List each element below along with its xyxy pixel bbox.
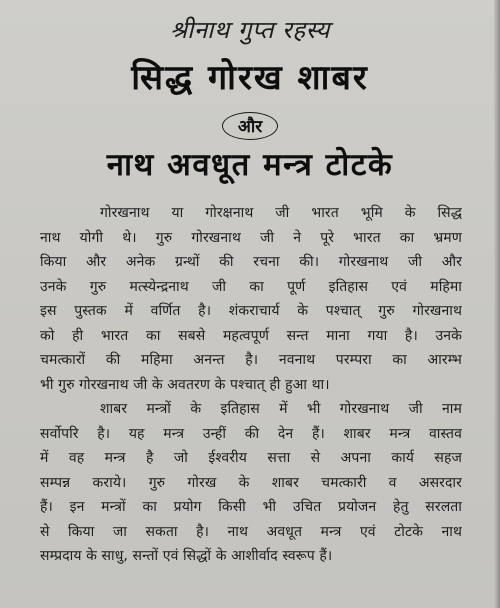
text-line: उनके गुरु मत्स्येन्द्रनाथ जी का पूर्ण इतिहास एवं महिमा [40, 278, 462, 295]
text-line: किया और अनेक ग्रन्थों की रचना की। गोरखनाथ जी और [40, 254, 462, 270]
text-line: सम्पन्न कराये। गुरु गोरख के शाबर चमत्कारी व असरदार [40, 474, 462, 491]
text-line: सर्वोपरि है। यह मन्त्र उन्हीं की देन हैं। शाबर मन्त्र वास्तव [40, 425, 462, 442]
text-line: शाबर मन्त्रों के इतिहास में भी गोरखनाथ जी नाम [100, 401, 462, 417]
description-text [40, 201, 462, 569]
text-line: भी गुरु गोरखनाथ जी के अवतरण के पश्चात् ही हुआ था। [40, 376, 330, 393]
text-line: हैं। इन मन्त्रों का प्रयोग किसी भी उचित प्रयोजन हेतु सरलता [40, 499, 462, 515]
sub-title: नाथ अवधूत मन्त्र टोटके [106, 147, 394, 183]
text-line: में वह मन्त्र है जो ईश्वरीय सत्ता से अपना कार्य सहज [40, 450, 462, 466]
text-line: इस पुस्तक में वर्णित है। शंकराचार्य के पश्चात् गुरु गोरखनाथ [40, 303, 462, 319]
text-line: को ही भारत का सबसे महत्वपूर्ण सन्त माना गया है। उनके [40, 327, 462, 344]
text-line: नाथ योगी थे। गुरु गोरखनाथ जी ने पूरे भारत का भ्रमण [40, 229, 462, 246]
and-separator [0, 112, 500, 146]
text-line: से किया जा सकता है। नाथ अवधूत मन्त्र एवं टोटके नाथ [40, 523, 462, 540]
text-line: सम्प्रदाय के साधु, सन्तों एवं सिद्धों के आशीर्वाद स्वरूप हैं। [40, 548, 333, 564]
series-title: श्रीनाथ गुप्त रहस्य [170, 16, 330, 44]
text-line: गोरखनाथ या गोरक्षनाथ जी भारत भूमि के सिद्ध [100, 205, 462, 221]
and-oval-label: और [222, 112, 278, 140]
text-line: चमत्कारों की महिमा अनन्त है। नवनाथ परम्परा का आरम्भ [40, 352, 462, 368]
main-title: सिद्ध गोरख शाबर [131, 58, 369, 98]
